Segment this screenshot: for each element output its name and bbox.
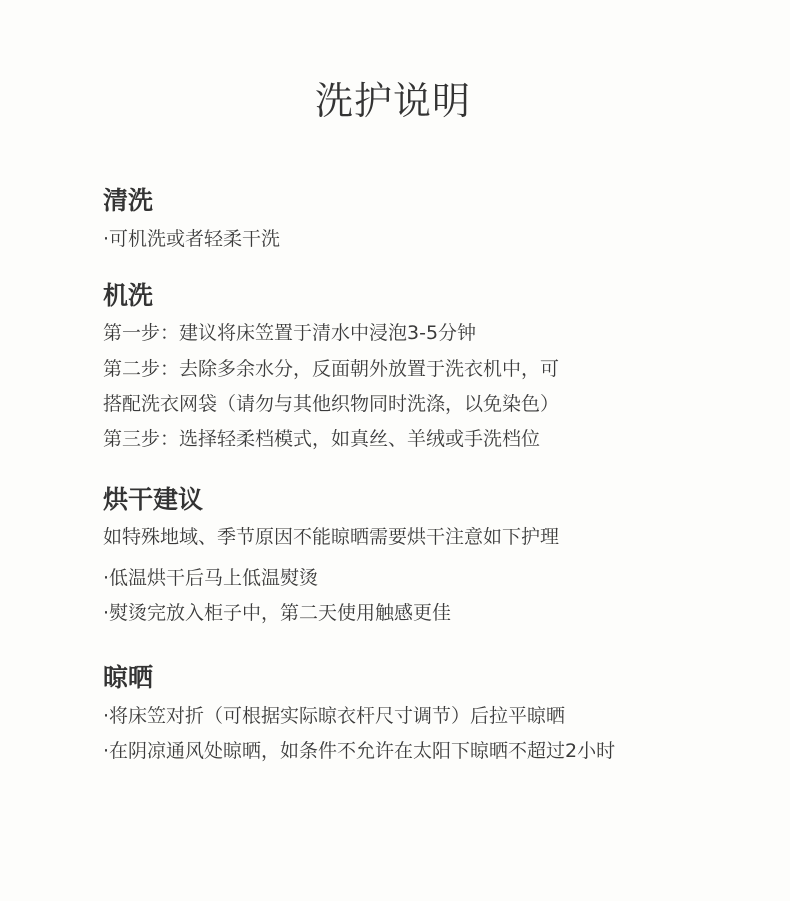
machine-wash-step-2: 第二步：去除多余水分，反面朝外放置于洗衣机中，可 <box>103 358 560 380</box>
section-cleaning-line: ·可机洗或者轻柔干洗 <box>103 228 281 250</box>
drying-tip-2: ·熨烫完放入柜子中，第二天使用触感更佳 <box>103 602 452 624</box>
section-drying-heading: 烘干建议 <box>103 485 204 514</box>
machine-wash-step-1: 第一步：建议将床笠置于清水中浸泡3-5分钟 <box>103 322 477 344</box>
section-cleaning-heading: 清洗 <box>103 186 154 215</box>
drying-intro: 如特殊地域、季节原因不能晾晒需要烘干注意如下护理 <box>103 526 560 548</box>
air-dry-tip-1: ·将床笠对折（可根据实际晾衣杆尺寸调节）后拉平晾晒 <box>103 705 566 727</box>
drying-tip-1: ·低温烘干后马上低温熨烫 <box>103 567 319 589</box>
section-machine-wash-heading: 机洗 <box>103 281 154 310</box>
air-dry-tip-2: ·在阴凉通风处晾晒，如条件不允许在太阳下晾晒不超过2小时 <box>103 740 616 762</box>
page-title: 洗护说明 <box>314 79 471 123</box>
machine-wash-step-2-cont: 搭配洗衣网袋（请勿与其他织物同时洗涤，以免染色） <box>103 393 560 415</box>
machine-wash-step-3: 第三步：选择轻柔档模式，如真丝、羊绒或手洗档位 <box>103 428 541 450</box>
section-air-dry-heading: 晾晒 <box>103 663 154 692</box>
